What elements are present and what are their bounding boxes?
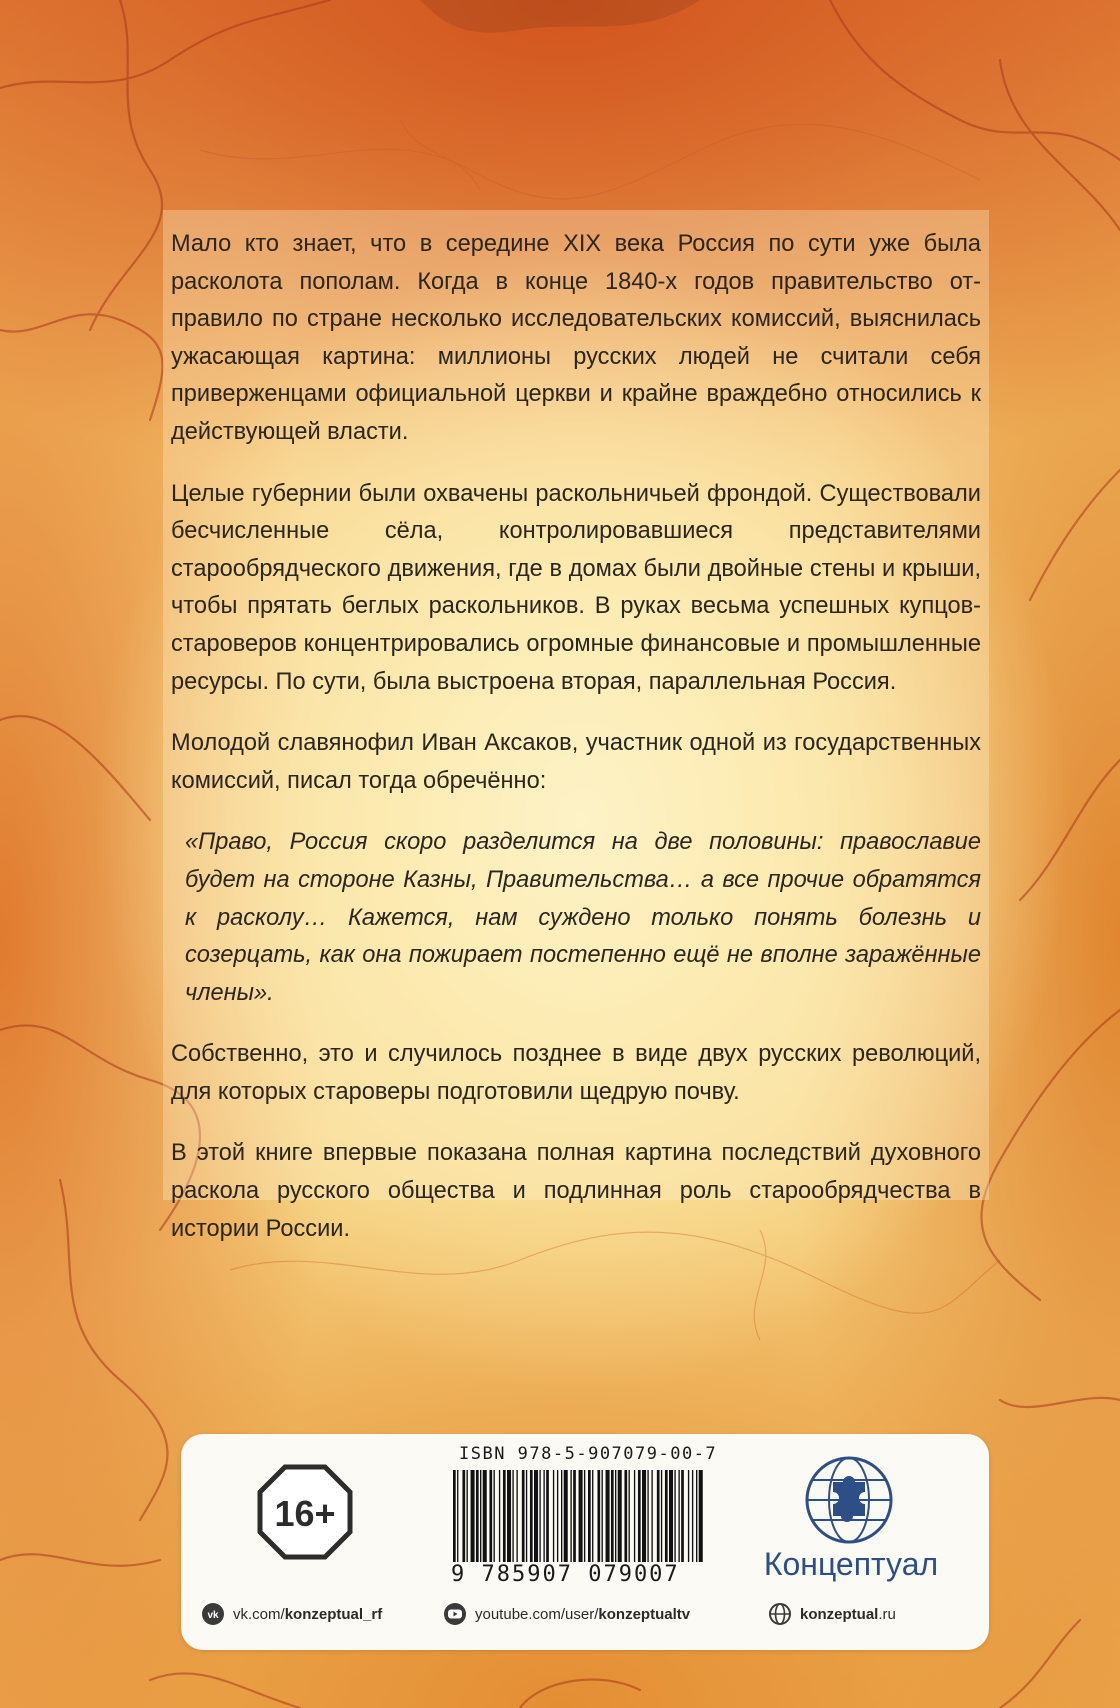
barcode-bar (534, 1470, 538, 1562)
barcode-bar (699, 1470, 703, 1562)
publisher-links (181, 1602, 989, 1632)
paragraph-3: Молодой славянофил Иван Аксаков, участник одной из государственных комиссий, писал тогда обречённо: (171, 730, 981, 794)
barcode-bar (476, 1470, 479, 1562)
barcode-bar (453, 1470, 456, 1562)
youtube-link-prefix: youtube.com/user/ (475, 1605, 599, 1623)
barcode-bar (516, 1470, 517, 1562)
barcode-bar (629, 1470, 630, 1562)
barcode-bar (592, 1470, 593, 1562)
barcode-bar (615, 1470, 616, 1562)
barcode-bar (480, 1470, 481, 1562)
barcode-bar (530, 1470, 533, 1562)
barcode-bar (661, 1470, 662, 1562)
barcode-bar (507, 1470, 511, 1562)
barcode-bar (573, 1470, 576, 1562)
barcode (449, 1470, 709, 1562)
barcode-bar (584, 1470, 585, 1562)
barcode-bar (651, 1470, 652, 1562)
barcode-bar (669, 1470, 673, 1562)
barcode-bar (647, 1470, 648, 1562)
barcode-bar (522, 1470, 525, 1562)
barcode-bar (638, 1470, 641, 1562)
barcode-bar (467, 1470, 468, 1562)
barcode-bar (597, 1470, 600, 1562)
barcode-bar (642, 1470, 646, 1562)
paragraph-2: Целые губернии были охвачены раскольничьей фрондой. Существовали бесчисленные сёла, контролировавшиеся представителями старообрядческого движения, где в домах были двойные стены и крыши, чтобы прятать беглых раскольников. В руках весьма успешных купцов-староверов концентрировались огромные финансовые и промышленные ресурсы. По сути, была выстроена вторая, параллельная Россия. (171, 480, 981, 695)
barcode-bar (526, 1470, 527, 1562)
barcode-bar (557, 1470, 558, 1562)
publisher-globe-puzzle-logo (803, 1454, 895, 1546)
barcode-bar (602, 1470, 603, 1562)
barcode-bar (570, 1470, 571, 1562)
paragraph-5: Собственно, это и случилось позднее в виде двух русских революций, для которых староверы подготовили щедрую почву. (171, 1041, 981, 1105)
website-link[interactable] (768, 1602, 896, 1626)
barcode-bar (561, 1470, 562, 1562)
barcode-bar (688, 1470, 689, 1562)
barcode-bar (564, 1470, 568, 1562)
barcode-bar (494, 1470, 495, 1562)
barcode-bar (657, 1470, 660, 1562)
svg-text:vk: vk (207, 1610, 219, 1621)
barcode-bar (553, 1470, 554, 1562)
barcode-bar (588, 1470, 591, 1562)
barcode-bar (457, 1470, 458, 1562)
barcode-bar (512, 1470, 513, 1562)
barcode-bar (692, 1470, 693, 1562)
publisher-info-panel (181, 1434, 989, 1650)
isbn-text: ISBN 978-5-907079-00-7 (459, 1444, 718, 1464)
barcode-bar (489, 1470, 492, 1562)
barcode-bar (624, 1470, 627, 1562)
globe-icon (768, 1602, 792, 1626)
barcode-bar (543, 1470, 544, 1562)
barcode-bar (539, 1470, 540, 1562)
barcode-bar (678, 1470, 679, 1562)
barcode-bar (483, 1470, 487, 1562)
barcode-bar (618, 1470, 622, 1562)
barcode-bar (546, 1470, 549, 1562)
publisher-name: Концептуал (763, 1546, 939, 1582)
barcode-bar (674, 1470, 675, 1562)
barcode-bar (696, 1470, 697, 1562)
barcode-bar (606, 1470, 610, 1562)
paragraph-1: Мало кто знает, что в середине XIX века Россия по сути уже была расколота пополам. Когда в конце 1840-х годов правительство отправило по стране несколько исследовательских комиссий, выяснилась ужасающая картина: миллионы русских людей не считали себя приверженцами официальной церкви и крайне враждебно относились к действующей власти. (171, 231, 981, 445)
youtube-icon (443, 1602, 467, 1626)
book-description (171, 226, 981, 1272)
website-link-domain: konzeptual (800, 1605, 879, 1623)
barcode-bar (499, 1470, 500, 1562)
vk-icon (201, 1602, 225, 1626)
barcode-bar (471, 1470, 475, 1562)
barcode-bar (503, 1470, 506, 1562)
barcode-bar (634, 1470, 635, 1562)
vk-link-handle: konzeptual_rf (284, 1605, 383, 1623)
youtube-link[interactable] (443, 1602, 690, 1626)
barcode-bar (462, 1470, 465, 1562)
paragraph-6: В этой книге впервые показана полная картина последствий духовного раскола русского общества и подлинная роль старообрядчества в истории России. (171, 1140, 981, 1242)
barcode-bar (611, 1470, 614, 1562)
age-rating-text: 16+ (274, 1493, 336, 1534)
vk-link[interactable] (201, 1602, 382, 1626)
website-link-suffix: .ru (878, 1605, 896, 1623)
barcode-bar (681, 1470, 684, 1562)
age-rating-badge (257, 1464, 353, 1560)
barcode-bar (579, 1470, 583, 1562)
barcode-digits: 9 785907 079007 (451, 1562, 680, 1587)
youtube-link-handle: konzeptualtv (598, 1605, 691, 1623)
barcode-bar (665, 1470, 668, 1562)
aksakov-quote: «Право, Россия скоро разделится на две половины: православие будет на стороне Казны, Правительства… а все прочие обратятся к расколу… Кажется, нам суждено только понять болезнь и созерцать, как она пожирает постепенно ещё не вполне заражённые члены». (185, 829, 981, 1006)
vk-link-prefix: vk.com/ (233, 1605, 285, 1623)
